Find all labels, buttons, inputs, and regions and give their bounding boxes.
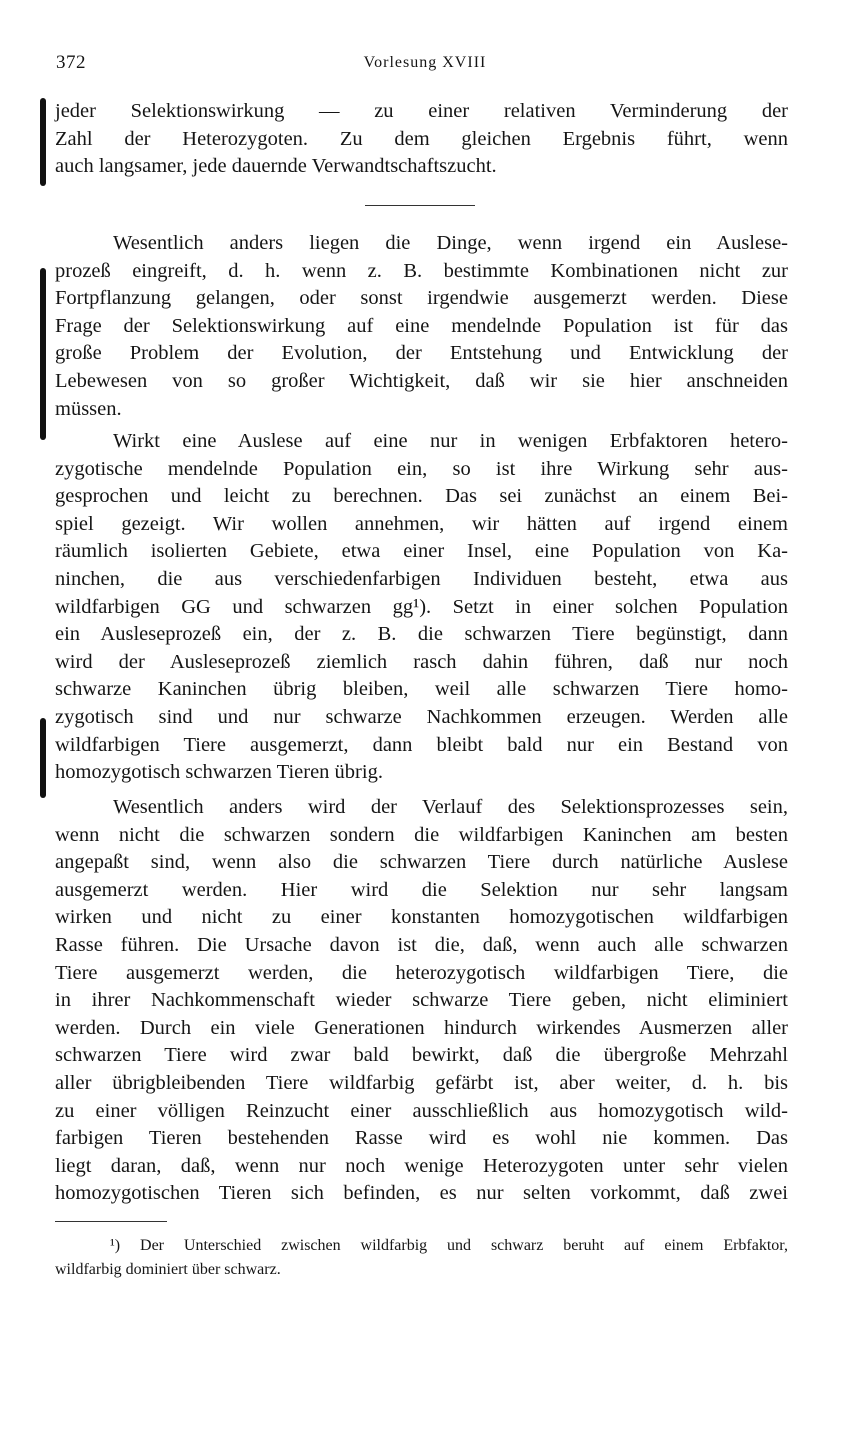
text-line: aller übrigbleibenden Tiere wildfarbig gefärbt ist, aber weiter, d. h. bis <box>55 1071 788 1094</box>
text-line: Fortpflanzung gelangen, oder sonst irgendwie ausgemerzt werden. Diese <box>55 287 788 310</box>
text-line: prozeß eingreift, d. h. wenn z. B. bestimmte Kombinationen nicht zur <box>55 259 788 282</box>
text-line: zygotisch sind und nur schwarze Nachkommen erzeugen. Werden alle <box>55 705 788 728</box>
text-line: Tiere ausgemerzt werden, die heterozygotisch wildfarbigen Tiere, die <box>55 961 788 984</box>
text-line: wirken und nicht zu einer konstanten homozygotischen wildfarbigen <box>55 906 788 929</box>
footnote-line: ¹) Der Unterschied zwischen wildfarbig und schwarz beruht auf einem Erbfaktor, <box>110 1237 788 1254</box>
page-number: 372 <box>56 52 86 73</box>
paragraph-1 <box>55 230 788 423</box>
text-line: zygotische mendelnde Population ein, so ist ihre Wirkung sehr aus- <box>55 457 788 480</box>
paragraph-2 <box>55 428 788 787</box>
text-line: Rasse führen. Die Ursache davon ist die, daß, wenn auch alle schwarzen <box>55 933 788 956</box>
text-line: spiel gezeigt. Wir wollen annehmen, wir hätten auf irgend einem <box>55 512 788 535</box>
text-line: wenn nicht die schwarzen sondern die wildfarbigen Kaninchen am besten <box>55 823 788 846</box>
running-title: Vorlesung XVIII <box>363 54 487 71</box>
text-line: schwarzen Tiere wird zwar bald bewirkt, daß die übergroße Mehrzahl <box>55 1044 788 1067</box>
text-line: farbigen Tieren bestehenden Rasse wird es wohl nie kommen. Das <box>55 1127 788 1150</box>
text-line: Wesentlich anders liegen die Dinge, wenn irgend ein Auslese- <box>113 232 788 254</box>
text-line: ausgemerzt werden. Hier wird die Selektion nur sehr langsam <box>55 878 788 901</box>
text-line: auch langsamer, jede dauernde Verwandtschaftszucht. <box>55 155 497 178</box>
text-line: liegt daran, daß, wenn nur noch wenige Heterozygoten unter sehr vielen <box>55 1154 788 1177</box>
text-line: angepaßt sind, wenn also die schwarzen Tiere durch natürliche Auslese <box>55 851 788 874</box>
text-line: wildfarbigen GG und schwarzen gg¹). Setzt in einer solchen Population <box>55 595 788 618</box>
text-line: wildfarbigen Tiere ausgemerzt, dann bleibt bald nur ein Bestand von <box>55 733 788 756</box>
text-line: schwarze Kaninchen übrig bleiben, weil alle schwarzen Tiere homo- <box>55 678 788 701</box>
text-line: gesprochen und leicht zu berechnen. Das sei zunächst an einem Bei- <box>55 485 788 508</box>
margin-mark-2 <box>40 268 46 440</box>
footnote-line: wildfarbig dominiert über schwarz. <box>55 1261 281 1278</box>
text-line: Wirkt eine Auslese auf eine nur in wenigen Erbfaktoren hetero- <box>113 430 788 452</box>
text-line: ein Ausleseprozeß ein, der z. B. die schwarzen Tiere begünstigt, dann <box>55 623 788 646</box>
footnote <box>55 1234 788 1282</box>
text-line: große Problem der Evolution, der Entstehung und Entwicklung der <box>55 342 788 365</box>
text-line: homozygotischen Tieren sich befinden, es nur selten vorkommt, daß zwei <box>55 1182 788 1205</box>
section-divider <box>365 205 475 206</box>
text-line: Wesentlich anders wird der Verlauf des Selektionsprozesses sein, <box>113 796 788 818</box>
text-line: wird der Ausleseprozeß ziemlich rasch dahin führen, daß nur noch <box>55 650 788 673</box>
margin-mark-1 <box>40 98 46 186</box>
text-line: räumlich isolierten Gebiete, etwa einer Insel, eine Population von Ka- <box>55 540 788 563</box>
margin-mark-3 <box>40 718 46 798</box>
text-line: Lebewesen von so großer Wichtigkeit, daß wir sie hier anschneiden <box>55 369 788 392</box>
top-paragraph <box>55 98 788 181</box>
text-line: werden. Durch ein viele Generationen hindurch wirkendes Ausmerzen aller <box>55 1016 788 1039</box>
text-line: müssen. <box>55 397 122 420</box>
text-line: zu einer völligen Reinzucht einer ausschließlich aus homozygotisch wild- <box>55 1099 788 1122</box>
footnote-divider <box>55 1221 167 1222</box>
text-line: Zahl der Heterozygoten. Zu dem gleichen Ergebnis führt, wenn <box>55 127 788 150</box>
text-line: homozygotisch schwarzen Tieren übrig. <box>55 761 383 784</box>
page-header <box>0 50 850 80</box>
paragraph-3 <box>55 794 788 1208</box>
text-line: ninchen, die aus verschiedenfarbigen Individuen besteht, etwa aus <box>55 567 788 590</box>
text-line: jeder Selektionswirkung — zu einer relativen Verminderung der <box>55 100 788 122</box>
text-line: in ihrer Nachkommenschaft wieder schwarze Tiere geben, nicht eliminiert <box>55 989 788 1012</box>
text-line: Frage der Selektionswirkung auf eine mendelnde Population ist für das <box>55 314 788 337</box>
